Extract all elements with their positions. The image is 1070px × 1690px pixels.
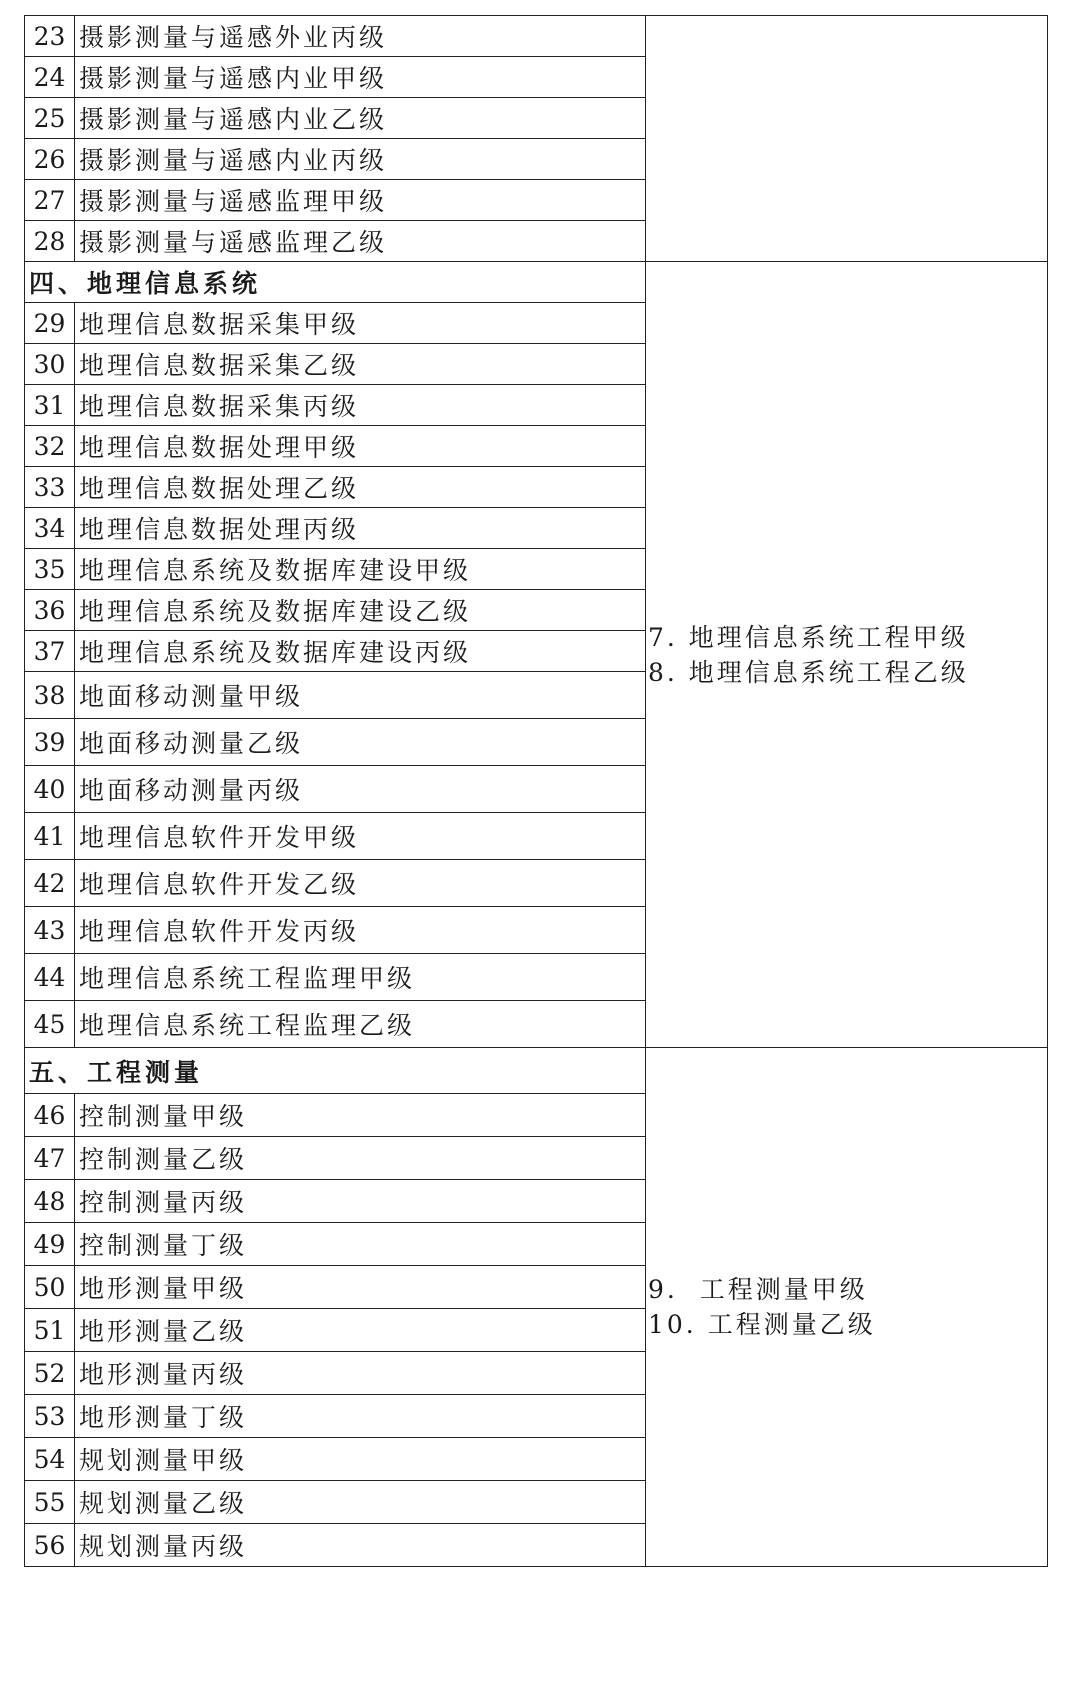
row-number: 31	[25, 385, 75, 426]
mapped-qualification: 7. 地理信息系统工程甲级	[648, 622, 969, 652]
qualification-name: 地面移动测量乙级	[75, 719, 646, 766]
qualification-name: 地形测量丙级	[75, 1352, 646, 1395]
row-number: 51	[25, 1309, 75, 1352]
qualification-name: 规划测量丙级	[75, 1524, 646, 1567]
qualification-name: 地形测量乙级	[75, 1309, 646, 1352]
row-number: 52	[25, 1352, 75, 1395]
qualification-name: 摄影测量与遥感内业丙级	[75, 139, 646, 180]
qualification-name: 地理信息数据处理丙级	[75, 508, 646, 549]
section-heading: 四、地理信息系统	[25, 262, 646, 303]
mapped-qualification-cell	[646, 262, 1048, 1048]
row-number: 35	[25, 549, 75, 590]
row-number: 56	[25, 1524, 75, 1567]
row-number: 28	[25, 221, 75, 262]
row-number: 47	[25, 1137, 75, 1180]
qualification-name: 地理信息系统及数据库建设丙级	[75, 631, 646, 672]
qualification-name: 摄影测量与遥感外业丙级	[75, 16, 646, 57]
qualification-name: 控制测量甲级	[75, 1094, 646, 1137]
qualification-name: 地形测量甲级	[75, 1266, 646, 1309]
table-row	[25, 16, 1048, 57]
qualification-name: 摄影测量与遥感内业乙级	[75, 98, 646, 139]
qualification-name: 规划测量乙级	[75, 1481, 646, 1524]
mapped-qualification: 8. 地理信息系统工程乙级	[648, 657, 969, 687]
row-number: 23	[25, 16, 75, 57]
row-number: 53	[25, 1395, 75, 1438]
row-number: 40	[25, 766, 75, 813]
row-number: 30	[25, 344, 75, 385]
row-number: 26	[25, 139, 75, 180]
qualification-name: 地理信息数据采集丙级	[75, 385, 646, 426]
qualification-name: 控制测量乙级	[75, 1137, 646, 1180]
qualification-name: 地理信息系统及数据库建设甲级	[75, 549, 646, 590]
qualification-name: 地理信息系统及数据库建设乙级	[75, 590, 646, 631]
qualification-name: 控制测量丙级	[75, 1180, 646, 1223]
qualification-mapping-table	[24, 15, 1048, 1567]
row-number: 41	[25, 813, 75, 860]
qualification-name: 地理信息软件开发甲级	[75, 813, 646, 860]
row-number: 29	[25, 303, 75, 344]
mapped-qualification: 9. 工程测量甲级	[648, 1275, 868, 1304]
mapped-qualification-cell	[646, 16, 1048, 262]
row-number: 45	[25, 1001, 75, 1048]
qualification-name: 地理信息数据处理甲级	[75, 426, 646, 467]
row-number: 43	[25, 907, 75, 954]
qualification-name: 地面移动测量丙级	[75, 766, 646, 813]
row-number: 25	[25, 98, 75, 139]
section-row	[25, 262, 1048, 303]
qualification-name: 摄影测量与遥感内业甲级	[75, 57, 646, 98]
section-heading: 五、工程测量	[25, 1048, 646, 1094]
qualification-name: 地理信息软件开发丙级	[75, 907, 646, 954]
row-number: 32	[25, 426, 75, 467]
row-number: 33	[25, 467, 75, 508]
qualification-name: 地理信息软件开发乙级	[75, 860, 646, 907]
qualification-name: 规划测量甲级	[75, 1438, 646, 1481]
section-row	[25, 1048, 1048, 1094]
row-number: 42	[25, 860, 75, 907]
row-number: 48	[25, 1180, 75, 1223]
qualification-name: 摄影测量与遥感监理甲级	[75, 180, 646, 221]
qualification-name: 控制测量丁级	[75, 1223, 646, 1266]
qualification-name: 摄影测量与遥感监理乙级	[75, 221, 646, 262]
row-number: 34	[25, 508, 75, 549]
qualification-name: 地面移动测量甲级	[75, 672, 646, 719]
row-number: 44	[25, 954, 75, 1001]
row-number: 36	[25, 590, 75, 631]
mapped-qualification: 10. 工程测量乙级	[648, 1310, 876, 1339]
mapped-qualification-cell	[646, 1048, 1048, 1567]
row-number: 55	[25, 1481, 75, 1524]
qualification-name: 地理信息数据采集甲级	[75, 303, 646, 344]
qualification-name: 地理信息数据采集乙级	[75, 344, 646, 385]
qualification-name: 地理信息系统工程监理甲级	[75, 954, 646, 1001]
row-number: 54	[25, 1438, 75, 1481]
row-number: 37	[25, 631, 75, 672]
qualification-name: 地理信息数据处理乙级	[75, 467, 646, 508]
row-number: 38	[25, 672, 75, 719]
qualification-name: 地理信息系统工程监理乙级	[75, 1001, 646, 1048]
row-number: 24	[25, 57, 75, 98]
row-number: 49	[25, 1223, 75, 1266]
row-number: 39	[25, 719, 75, 766]
qualification-name: 地形测量丁级	[75, 1395, 646, 1438]
row-number: 50	[25, 1266, 75, 1309]
row-number: 46	[25, 1094, 75, 1137]
row-number: 27	[25, 180, 75, 221]
